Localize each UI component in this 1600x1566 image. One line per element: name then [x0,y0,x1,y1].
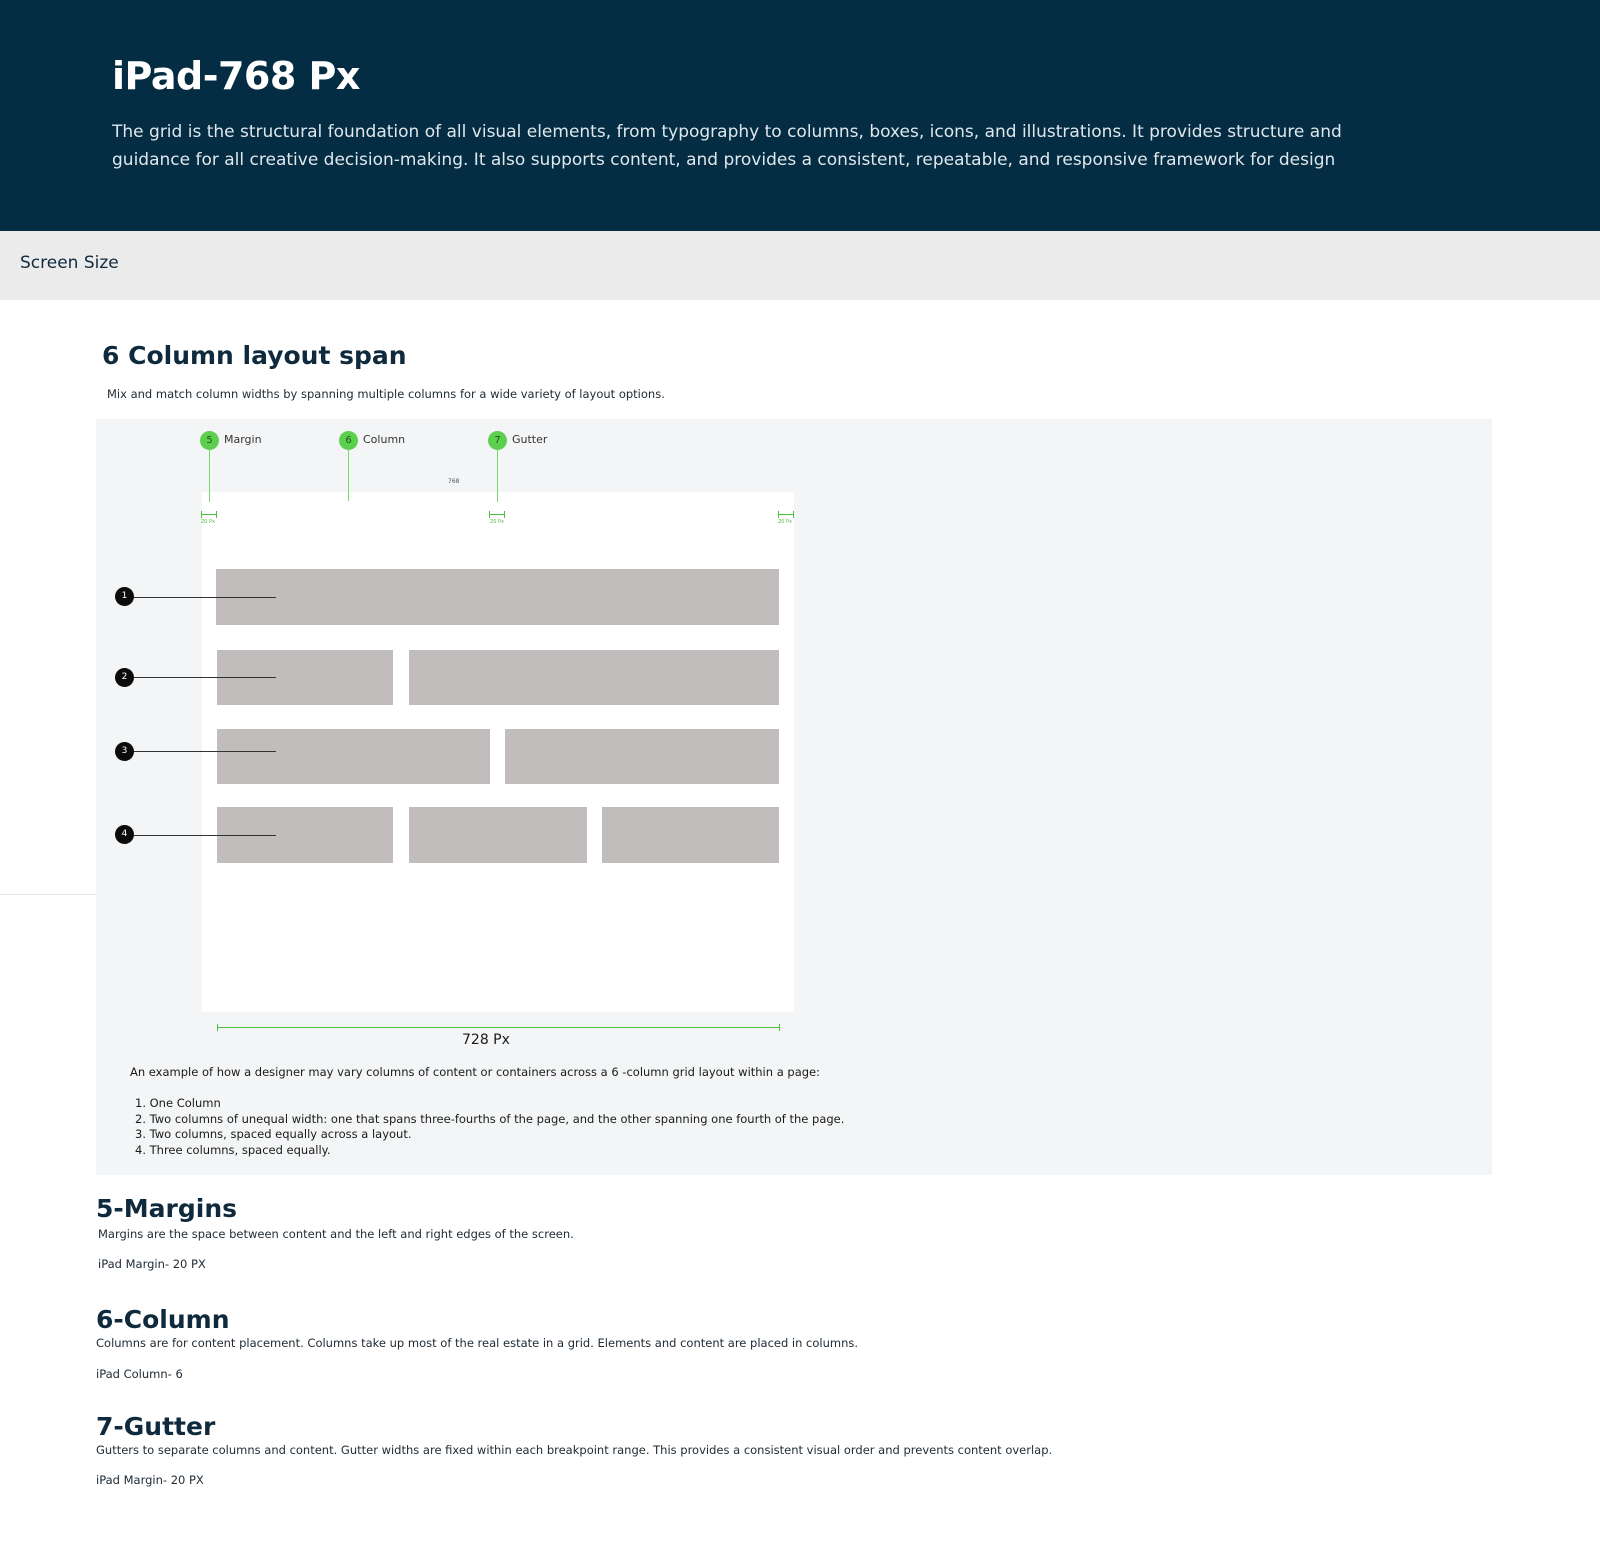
device-width-label: 768 [448,478,460,485]
example-list [135,1096,844,1158]
list-item: 4. Three columns, spaced equally. [135,1142,331,1157]
callout-stem [348,450,349,501]
callout-number: 7 [488,431,507,450]
content-width-measure [217,1024,780,1032]
list-item: 2. Two columns of unequal width: one that spans three-fourths of the page, and the other spanning one fourth of the page. [135,1111,845,1126]
callout-label: Gutter [512,433,548,446]
column-value: iPad Column- 6 [96,1367,183,1381]
row-marker-line [134,835,276,836]
callout-number: 5 [200,431,219,450]
margins-description: Margins are the space between content and the left and right edges of the screen. [98,1227,574,1241]
callout-number: 6 [339,431,358,450]
callout-label: Margin [224,433,262,446]
layout-section-subtitle: Mix and match column widths by spanning multiple columns for a wide variety of layout options. [107,387,665,401]
column-title: 6-Column [96,1305,230,1334]
row3-right-block [505,729,779,784]
content-width-label: 728 Px [462,1032,510,1048]
hero-banner [0,0,1600,231]
callout-stem [497,450,498,502]
row-marker-3: 3 [115,742,134,761]
row-marker-line [134,751,276,752]
margins-value: iPad Margin- 20 PX [98,1257,206,1271]
row3-left-block [217,729,490,784]
row-marker-4: 4 [115,825,134,844]
list-item: 3. Two columns, spaced equally across a layout. [135,1127,412,1141]
gutter-description: Gutters to separate columns and content. Gutter widths are fixed within each breakpoint range. This provides a consistent visual order and prevents content overlap. [96,1443,1053,1457]
column-description: Columns are for content placement. Columns take up most of the real estate in a grid. Elements and content are placed in columns. [96,1336,859,1350]
row1-column-block [216,569,779,625]
row-marker-line [134,677,276,678]
gutter-title: 7-Gutter [96,1412,216,1441]
margins-title: 5-Margins [96,1194,237,1223]
tab-bar [0,231,1600,300]
row-marker-line [134,597,276,598]
callout-label: Column [363,433,406,446]
measure-text: 20 Px [201,519,215,525]
measure-text: 20 Px [490,519,504,525]
layout-section-title: 6 Column layout span [102,341,407,370]
row-marker-1: 1 [115,587,134,606]
row4-block-2 [409,807,587,863]
gutter-value: iPad Margin- 20 PX [96,1473,204,1487]
row2-wide-block [409,650,779,705]
measure-text: 20 Px [778,519,792,525]
callout-stem [209,450,210,502]
page-title: iPad-768 Px [112,54,360,98]
divider [0,894,96,895]
row4-block-3 [602,807,779,863]
list-item: 1. One Column [135,1096,221,1110]
tab-screen-size[interactable]: Screen Size [20,253,119,273]
hero-description: The grid is the structural foundation of all visual elements, from typography to columns, boxes, icons, and illustrations. It provides structure and guidance for all creative decision-making. It also supports content, and provides a consistent, repeatable, and responsive framework for design [112,122,1342,170]
example-intro: An example of how a designer may vary columns of content or containers across a 6 -column grid layout within a page: [130,1065,820,1079]
row-marker-2: 2 [115,668,134,687]
